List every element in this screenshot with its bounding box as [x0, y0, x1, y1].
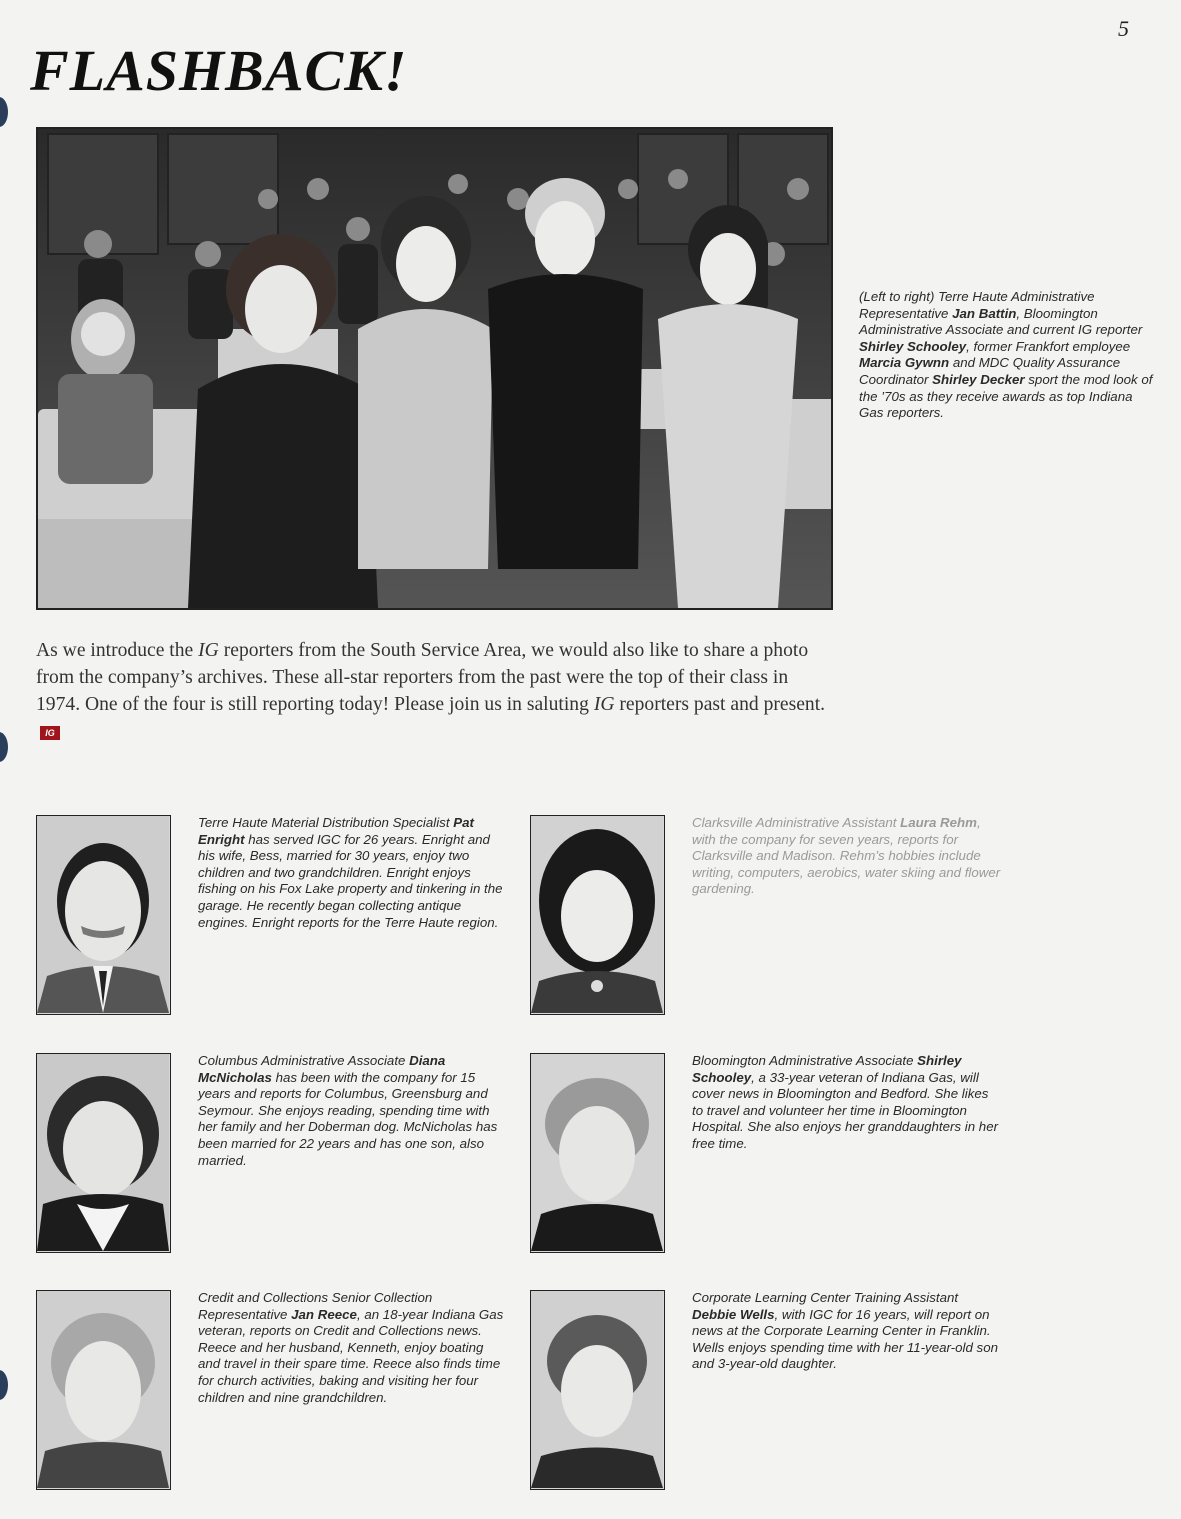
- intro-paragraph: As we introduce the IG reporters from the South Service Area, we would also like to share a photo from the company’s archives. These all-star reporters from the past were the top of their class in 1974. One of the four is still reporting today! Please join us in saluting IG reporters past and present.IG: [36, 640, 826, 738]
- page-number: 5: [1118, 16, 1129, 41]
- bio-shirley-schooley: Bloomington Administrative Associate Shirley Schooley, a 33-year veteran of Indiana Gas, will cover news in Bloomington and Bedford. She likes to travel and volunteer her time in Bloomington Hospital. She also enjoys her granddaughters in her free time.: [692, 1053, 999, 1151]
- hero-photo: [36, 127, 833, 610]
- portrait-pat-enright: [36, 815, 171, 1015]
- bio-pat-enright: Terre Haute Material Distribution Specialist Pat Enright has served IGC for 26 years. Enright and his wife, Bess, married for 30 years, enjoy two children and two grandchildren. Enright enjoys fishing on his Fox Lake property and tinkering in the garage. He recently began collecting antique engines. Enright reports for the Terre Haute region.: [198, 815, 503, 930]
- page-title: FLASHBACK!: [30, 38, 408, 103]
- caption-name: Shirley Schooley: [859, 338, 967, 354]
- bio-jan-reece: Credit and Collections Senior Collection Representative Jan Reece, an 18-year Indiana Gas veteran, reports on Credit and Collections news. Reece and her husband, Kenneth, enjoy boating and travel in their spare time. Reece also finds time for church activities, baking and visiting her four children and nine grandchildren.: [198, 1290, 504, 1405]
- binder-hole: [0, 1370, 8, 1400]
- bio-diana-mcnicholas: Columbus Administrative Associate Diana McNicholas has been with the company for 15 years and reports for Columbus, Greensburg and Seymour. She enjoys reading, spending time with her family and her Doberman dog. McNicholas has been married for 22 years and has one son, also married.: [198, 1053, 498, 1168]
- portrait-shirley-schooley: [530, 1053, 665, 1253]
- caption-name: Marcia Gywnn: [859, 355, 950, 371]
- portrait-laura-rehm: [530, 815, 665, 1015]
- binder-hole: [0, 97, 8, 127]
- caption-name: Shirley Decker: [932, 371, 1025, 387]
- binder-hole: [0, 732, 8, 762]
- caption-name: Jan Battin: [952, 305, 1017, 321]
- portrait-diana-mcnicholas: [36, 1053, 171, 1253]
- bio-debbie-wells: Corporate Learning Center Training Assistant Debbie Wells, with IGC for 16 years, will report on news at the Corporate Learning Center in Franklin. Wells enjoys spending time with her 11-year-old son and 3-year-old daughter.: [692, 1290, 998, 1372]
- portrait-jan-reece: [36, 1290, 171, 1490]
- portrait-debbie-wells: [530, 1290, 665, 1490]
- hero-caption: (Left to right) Terre Haute Administrative Representative Jan Battin, Bloomington Administrative Associate and current IG reporter Shirley Schooley, former Frankfort employee Marcia Gywnn and MDC Quality Assurance Coordinator Shirley Decker sport the mod look of the ’70s as they receive awards as top Indiana Gas reporters.: [859, 289, 1153, 421]
- ig-logo-icon: IG: [40, 726, 60, 740]
- bio-laura-rehm: Clarksville Administrative Assistant Laura Rehm, with the company for seven years, reports for Clarksville and Madison. Rehm’s hobbies include writing, computers, aerobics, water skiing and flower gardening.: [692, 815, 1001, 897]
